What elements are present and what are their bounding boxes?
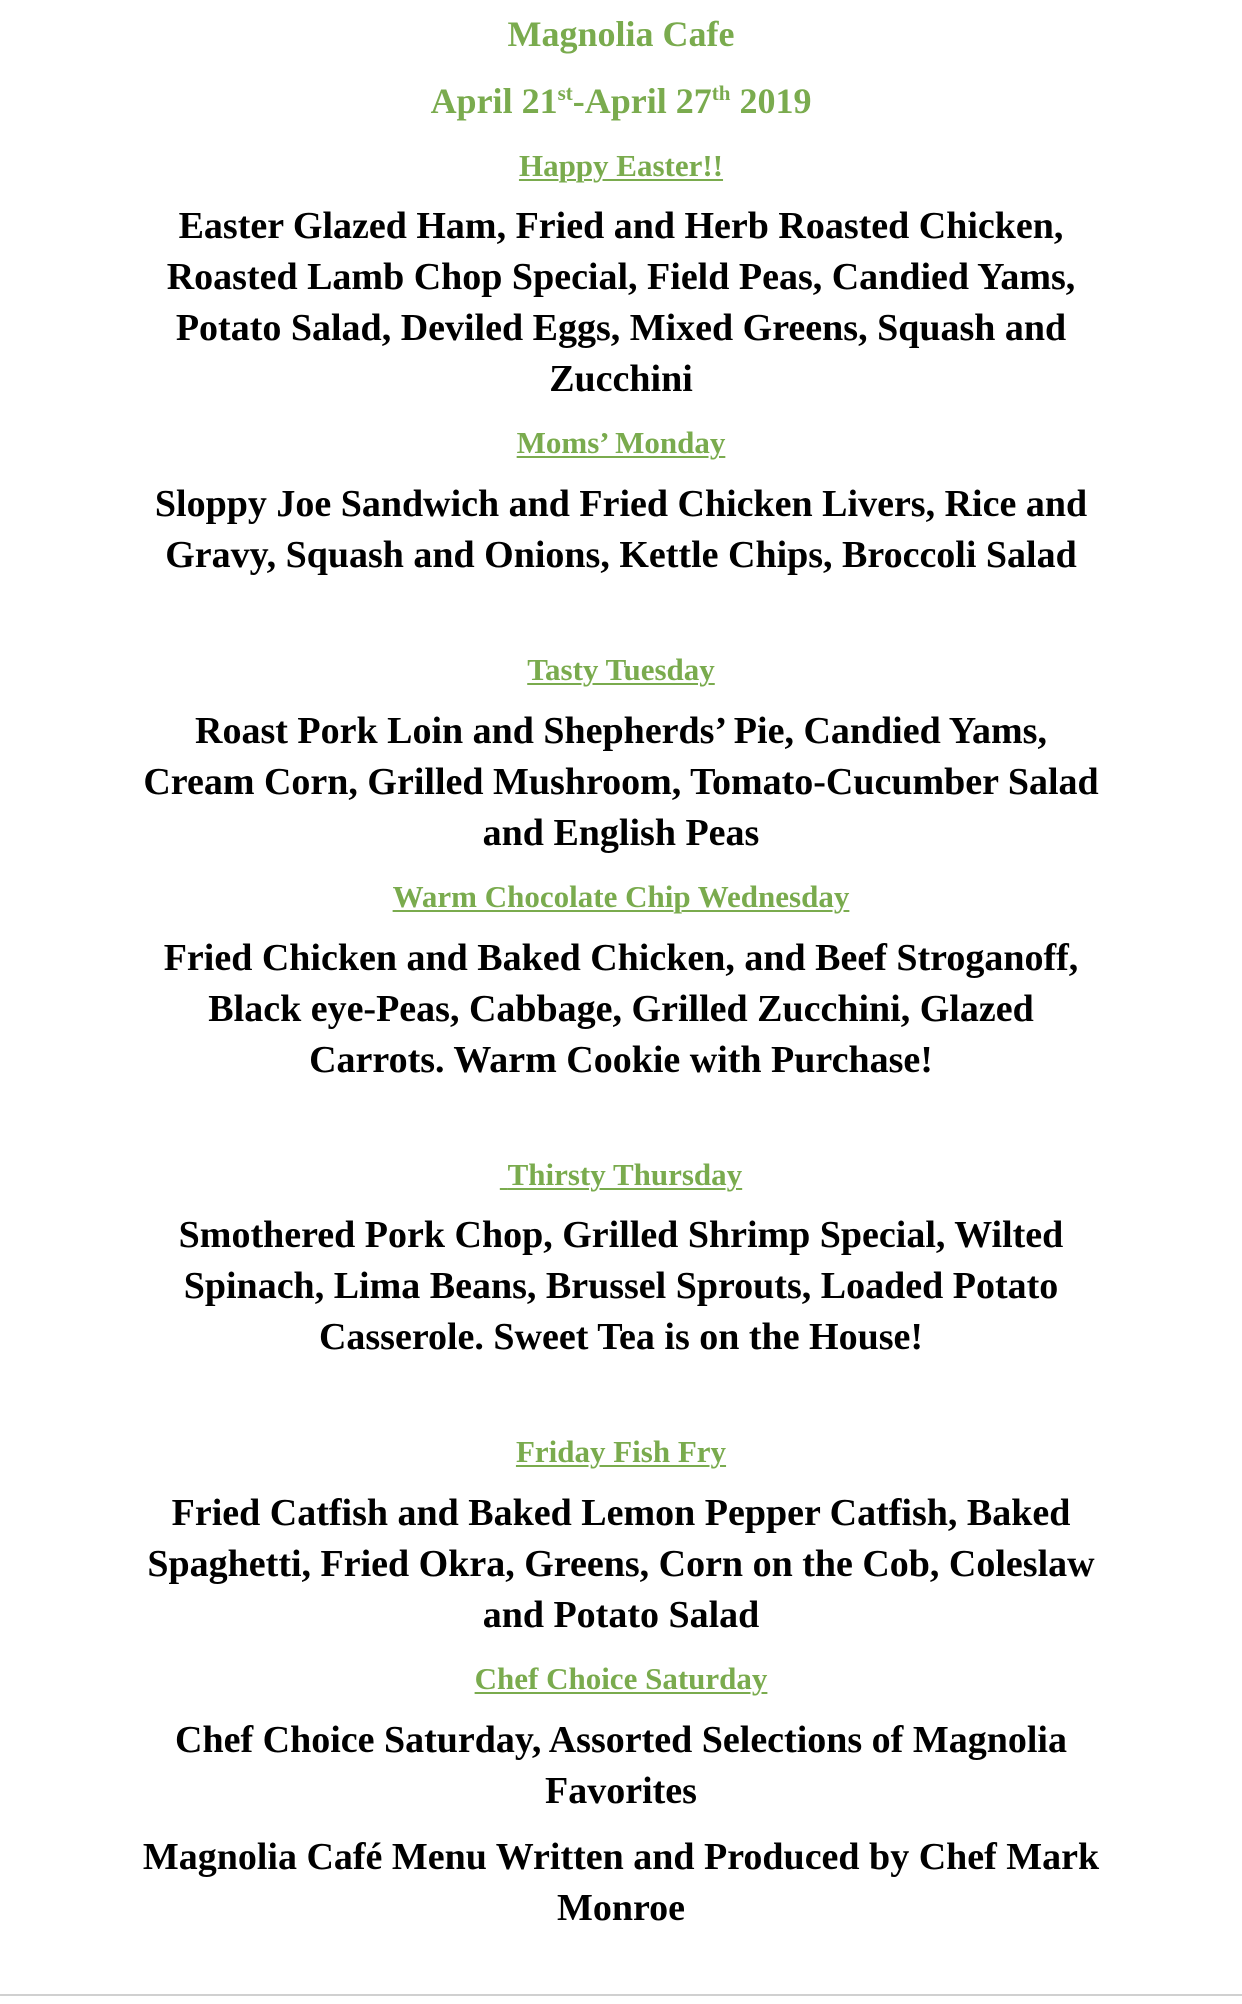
- date-range: [140, 79, 1102, 123]
- day-menu: Fried Catfish and Baked Lemon Pepper Catfish, Baked Spaghetti, Fried Okra, Greens, Corn on the Cob, Coleslaw and Potato Salad: [147, 1492, 1095, 1636]
- footer-credit: Magnolia Café Menu Written and Produced by Chef Mark Monroe: [142, 1836, 1100, 1929]
- day-heading: Moms’ Monday: [516, 425, 726, 460]
- cafe-title: [140, 12, 1102, 56]
- day-menu: Fried Chicken and Baked Chicken, and Beef Stroganoff, Black eye-Peas, Cabbage, Grilled Zucchini, Glazed Carrots. Warm Cookie with Purchase!: [163, 937, 1079, 1081]
- day-menu: Roast Pork Loin and Shepherds’ Pie, Candied Yams, Cream Corn, Grilled Mushroom, Tomato-Cucumber Salad and English Peas: [143, 710, 1099, 854]
- day-menu: Smothered Pork Chop, Grilled Shrimp Special, Wilted Spinach, Lima Beans, Brussel Sprouts, Loaded Potato Casserole. Sweet Tea is on the House!: [178, 1214, 1064, 1358]
- date-start-suffix: st: [557, 81, 573, 105]
- page-bottom-divider: [0, 1994, 1242, 1996]
- date-start: April 21: [430, 81, 558, 121]
- day-menu: Chef Choice Saturday, Assorted Selections of Magnolia Favorites: [175, 1719, 1067, 1812]
- day-heading: Tasty Tuesday: [527, 652, 715, 687]
- day-heading: Happy Easter!!: [518, 148, 724, 183]
- day-heading: Friday Fish Fry: [515, 1434, 727, 1469]
- day-heading: Thirsty Thursday: [499, 1157, 743, 1192]
- cafe-title-text: Magnolia Cafe: [507, 14, 735, 54]
- day-menu: Easter Glazed Ham, Fried and Herb Roasted Chicken, Roasted Lamb Chop Special, Field Peas, Candied Yams, Potato Salad, Deviled Eggs, Mixed Greens, Squash and Zucchini: [166, 205, 1076, 400]
- date-end: -April 27: [572, 81, 712, 121]
- date-year: 2019: [730, 81, 812, 121]
- day-heading: Warm Chocolate Chip Wednesday: [392, 879, 850, 914]
- day-menu: Sloppy Joe Sandwich and Fried Chicken Livers, Rice and Gravy, Squash and Onions, Kettle Chips, Broccoli Salad: [154, 483, 1088, 576]
- day-heading: Chef Choice Saturday: [474, 1661, 768, 1696]
- date-end-suffix: th: [711, 81, 731, 105]
